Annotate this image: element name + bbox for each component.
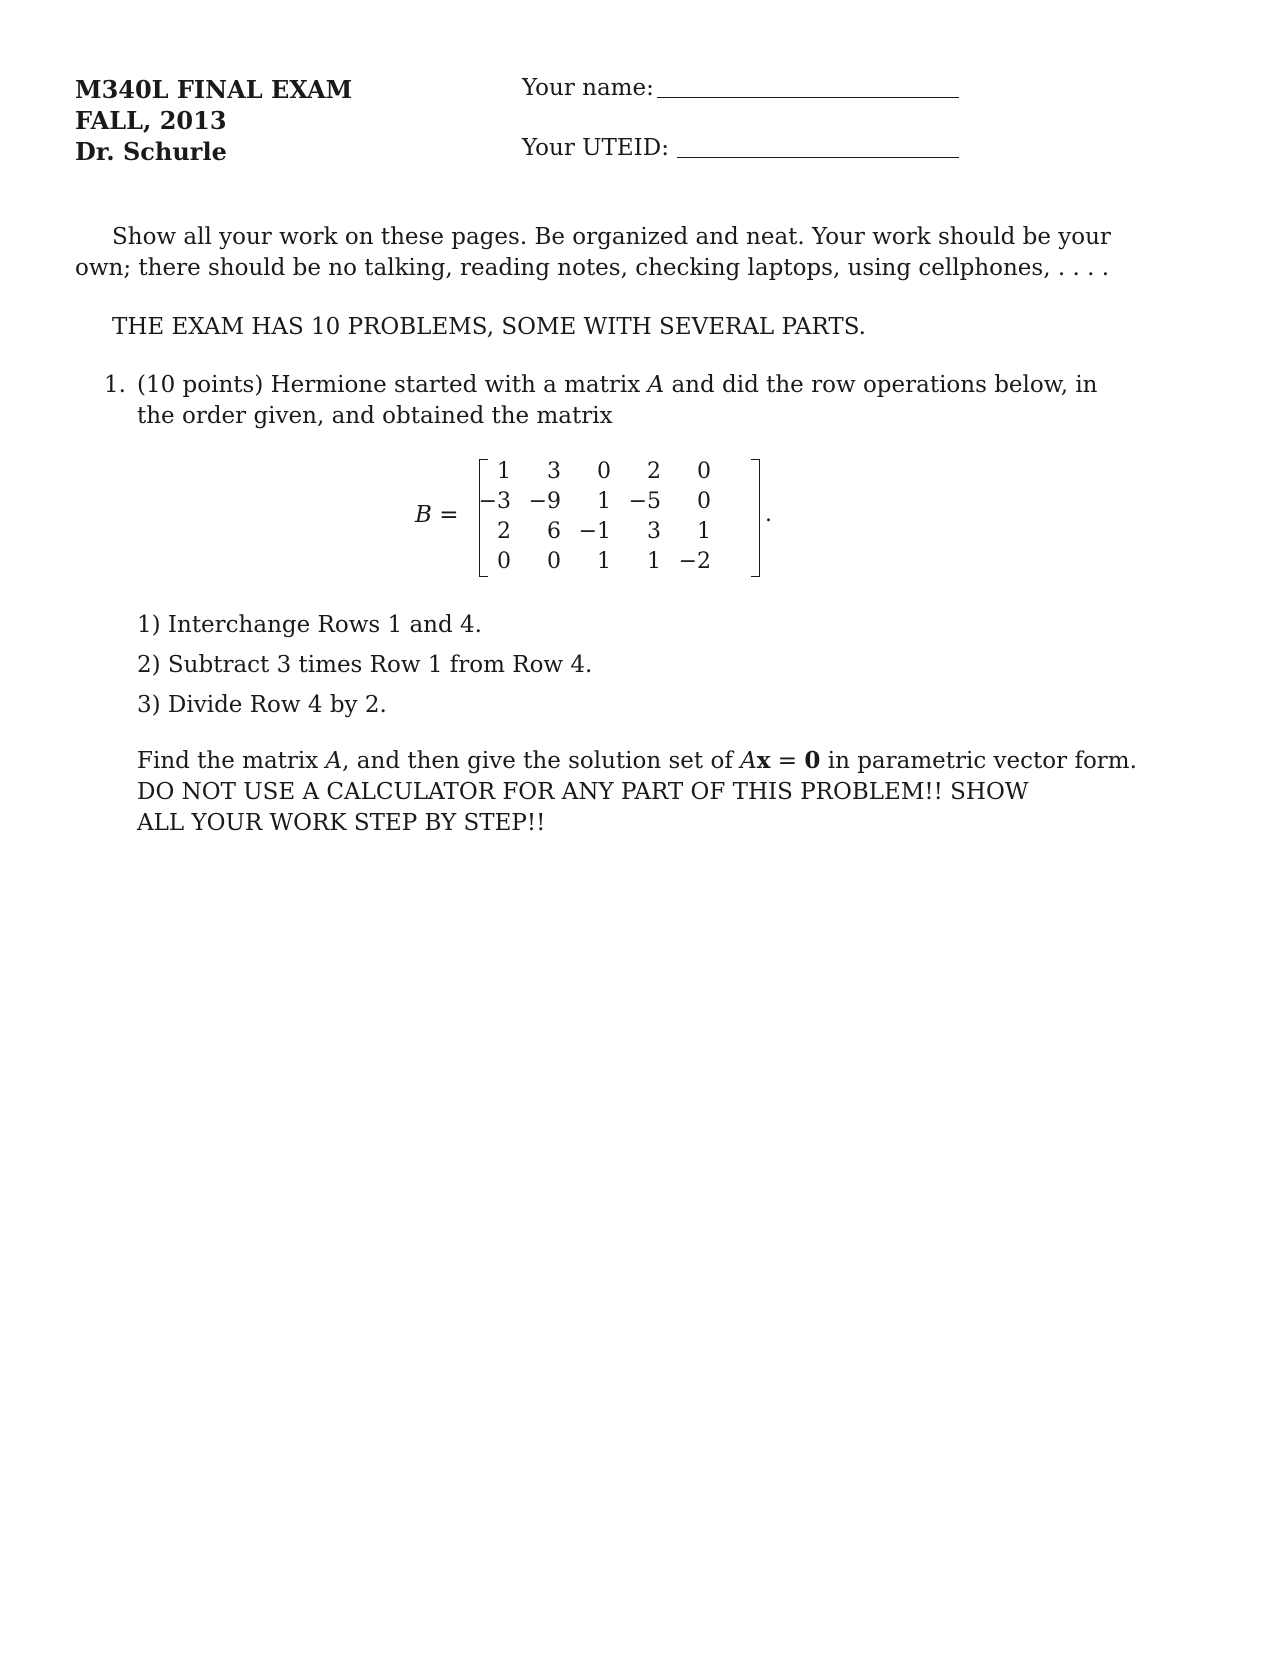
intro-text-b: and did the row operations below, in <box>664 372 1098 398</box>
matrix-cell: 1 <box>647 549 661 574</box>
matrix-cell: 1 <box>597 549 611 574</box>
task-var-a: A <box>325 748 343 774</box>
matrix-cell: −1 <box>578 519 611 544</box>
matrix-cell: 6 <box>547 519 561 544</box>
intro-text-a: (10 points) Hermione started with a matrix <box>137 372 648 398</box>
matrix-period: . <box>765 502 772 527</box>
step-3: 3) Divide Row 4 by 2. <box>137 692 387 718</box>
matrix-cell: 0 <box>697 489 711 514</box>
var-a: A <box>647 372 665 398</box>
name-label: Your name: <box>522 75 654 101</box>
instructions <box>75 222 1111 284</box>
problem-task <box>137 745 1137 839</box>
matrix-cell: 2 <box>647 459 661 484</box>
matrix-cell: 0 <box>547 549 561 574</box>
matrix-cell: 3 <box>547 459 561 484</box>
uteid-blank-line <box>677 157 959 158</box>
task-text-c: in parametric vector form. <box>820 748 1137 774</box>
task-var-x: x <box>756 747 771 774</box>
step-1: 1) Interchange Rows 1 and 4. <box>137 612 482 638</box>
uteid-field <box>522 135 669 161</box>
warning-line-1: DO NOT USE A CALCULATOR FOR ANY PART OF THIS PROBLEM!! SHOW <box>137 779 1029 805</box>
matrix-cell: −2 <box>678 549 711 574</box>
matrix-cell: 3 <box>647 519 661 544</box>
instructions-line-1: Show all your work on these pages. Be organized and neat. Your work should be your <box>112 224 1111 250</box>
problem-intro-line-1 <box>137 370 1098 401</box>
matrix-cell: −3 <box>478 489 511 514</box>
task-zero-vector: 0 <box>804 747 821 774</box>
task-text-b: , and then give the solution set of <box>342 748 741 774</box>
matrix-name: B <box>415 502 432 528</box>
exam-header <box>75 74 352 167</box>
problem-intro <box>137 370 1098 432</box>
exam-term: FALL, 2013 <box>75 106 227 135</box>
matrix-b <box>415 455 772 579</box>
matrix-cell: 1 <box>497 459 511 484</box>
exam-notice: THE EXAM HAS 10 PROBLEMS, SOME WITH SEVERAL PARTS. <box>112 314 866 340</box>
matrix-equals: = <box>431 502 459 528</box>
matrix-cell: −5 <box>628 489 661 514</box>
matrix-cell: 2 <box>497 519 511 544</box>
instructor-name: Dr. Schurle <box>75 137 227 166</box>
task-var-a2: A <box>740 748 757 774</box>
task-line <box>137 745 1137 777</box>
instructions-line-2: own; there should be no talking, reading notes, checking laptops, using cellphones, . . . . <box>75 255 1110 281</box>
matrix-cell: 1 <box>597 489 611 514</box>
problem-intro-line-2: the order given, and obtained the matrix <box>137 403 613 429</box>
matrix-cell: 1 <box>697 519 711 544</box>
matrix-label <box>415 502 459 528</box>
name-field <box>522 75 654 101</box>
name-blank-line <box>657 97 959 98</box>
matrix-cell: 0 <box>497 549 511 574</box>
matrix-cell: 0 <box>697 459 711 484</box>
problem-number: 1. <box>104 372 126 398</box>
matrix-cell: −9 <box>528 489 561 514</box>
task-text-a: Find the matrix <box>137 748 326 774</box>
right-bracket <box>751 459 760 577</box>
matrix-cell: 0 <box>597 459 611 484</box>
uteid-label: Your UTEID: <box>522 135 669 161</box>
task-equals: = <box>770 748 805 774</box>
course-title: M340L FINAL EXAM <box>75 75 353 104</box>
step-2: 2) Subtract 3 times Row 1 from Row 4. <box>137 652 593 678</box>
warning-line-2: ALL YOUR WORK STEP BY STEP!! <box>137 810 546 836</box>
